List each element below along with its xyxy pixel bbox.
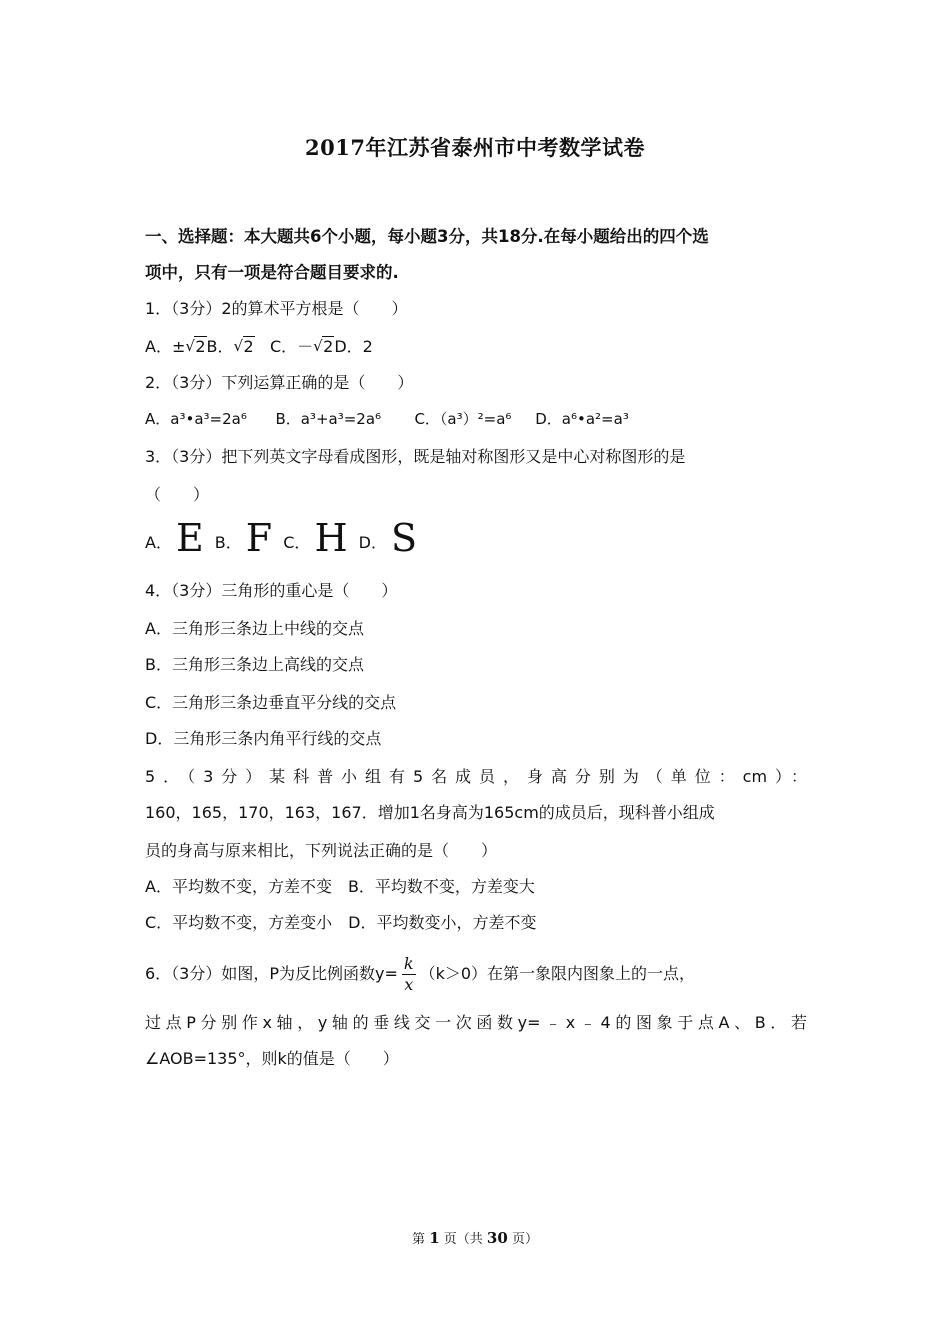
q5-options-cd: C．平均数不变，方差变小 D．平均数变小，方差不变 bbox=[145, 913, 537, 932]
q4-option-c: C．三角形三条边垂直平分线的交点 bbox=[145, 693, 397, 712]
q3-option-c-label: C． bbox=[283, 533, 311, 552]
q3-stem-line2: （ ） bbox=[145, 485, 210, 504]
q6-stem-line3: ∠AOB=135°，则k的值是（ ） bbox=[145, 1049, 399, 1068]
q2-stem: 2．（3分）下列运算正确的是（ ） bbox=[145, 373, 414, 392]
q5-options-ab: A．平均数不变，方差不变 B．平均数不变，方差变大 bbox=[145, 877, 535, 896]
q6-stem-suffix: （k＞0）在第一象限内图象上的一点， bbox=[419, 964, 696, 983]
q5-stem-line2: 160，165，170，163，167．增加1名身高为165cm的成员后，现科普小组成 bbox=[145, 803, 715, 822]
q2-options bbox=[145, 408, 807, 430]
q1-option-b-label: B． bbox=[206, 337, 234, 356]
q3-options bbox=[145, 516, 807, 560]
q4-option-a: A．三角形三条边上中线的交点 bbox=[145, 619, 364, 638]
q2-option-a: A．a³•a³=2a⁶ bbox=[145, 410, 247, 428]
q5-stem-line3: 员的身高与原来相比，下列说法正确的是（ ） bbox=[145, 841, 498, 860]
section-heading-line2: 项中，只有一项是符合题目要求的. bbox=[145, 263, 399, 282]
q6-fraction-denominator: x bbox=[404, 975, 414, 994]
q1-option-c-label: C．－ bbox=[269, 337, 314, 356]
footer-middle: 页（共 bbox=[443, 1232, 483, 1247]
q3-option-a-letter: E bbox=[175, 516, 204, 560]
q3-option-c-letter: H bbox=[314, 516, 348, 560]
footer-suffix: 页） bbox=[511, 1232, 538, 1247]
q3-option-d-label: D． bbox=[358, 533, 387, 552]
page-footer bbox=[0, 1228, 950, 1247]
q4-option-d: D．三角形三条内角平行线的交点 bbox=[145, 729, 382, 748]
q4-option-b: B．三角形三条边上高线的交点 bbox=[145, 655, 364, 674]
q1-options bbox=[145, 336, 807, 358]
q3-option-a-label: A． bbox=[145, 533, 172, 552]
q3-option-b-label: B． bbox=[214, 533, 242, 552]
q6-stem-line1 bbox=[145, 952, 807, 996]
q2-option-c: C．（a³）²=a⁶ bbox=[414, 410, 512, 428]
footer-prefix: 第 bbox=[412, 1232, 426, 1247]
q1-option-b-sqrt: √ 2 bbox=[234, 336, 255, 358]
q2-option-b: B．a³+a³=2a⁶ bbox=[275, 410, 382, 428]
q1-stem: 1．（3分）2的算术平方根是（ ） bbox=[145, 299, 408, 318]
q1-option-a-label: A．± bbox=[145, 337, 186, 356]
q6-stem-prefix: 6．（3分）如图，P为反比例函数y= bbox=[145, 964, 398, 983]
page-title: 2017年江苏省泰州市中考数学试卷 bbox=[305, 135, 645, 160]
q3-option-d-letter: S bbox=[391, 516, 418, 560]
q1-option-c-sqrt: √ 2 bbox=[313, 336, 334, 358]
q4-stem: 4．（3分）三角形的重心是（ ） bbox=[145, 581, 398, 600]
q6-fraction bbox=[402, 954, 416, 995]
q6-stem-line2: 过点P分别作x轴，y轴的垂线交一次函数y=﹣x﹣4的图象于点A、B．若 bbox=[145, 1013, 807, 1032]
q1-option-a-sqrt: √ 2 bbox=[185, 336, 206, 358]
footer-page-number: 1 bbox=[429, 1229, 440, 1247]
section-heading-line1: 一、选择题：本大题共6个小题，每小题3分，共18分.在每小题给出的四个选 bbox=[145, 227, 709, 246]
q3-option-b-letter: F bbox=[245, 516, 273, 560]
q3-stem-line1: 3．（3分）把下列英文字母看成图形，既是轴对称图形又是中心对称图形的是 bbox=[145, 447, 686, 466]
q6-fraction-numerator: k bbox=[403, 954, 414, 973]
q2-option-d: D．a⁶•a²=a³ bbox=[535, 410, 629, 428]
q5-stem-line1: 5．（3分）某科普小组有5名成员，身高分别为（单位：cm）： bbox=[145, 767, 807, 786]
q1-option-d: D．2 bbox=[334, 337, 373, 356]
footer-total-pages: 30 bbox=[486, 1229, 508, 1247]
